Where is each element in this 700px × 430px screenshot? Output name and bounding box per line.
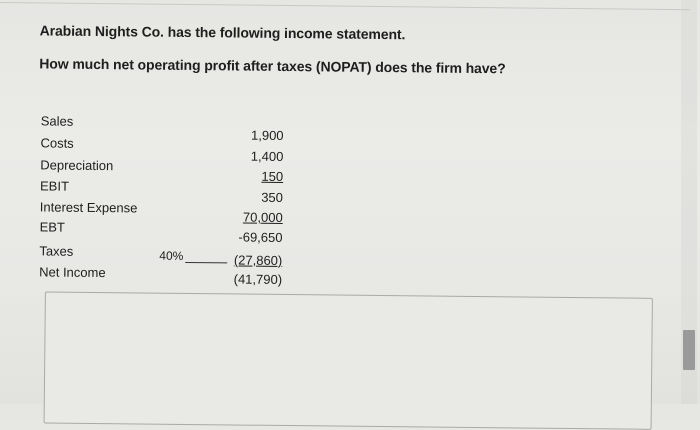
row-value-costs: 1,400 [250, 148, 284, 164]
row-label-interest-expense: Interest Expense [39, 199, 138, 216]
row-value-ebit: 350 [261, 189, 284, 205]
answer-textarea[interactable] [44, 291, 653, 429]
question-prompt: How much net operating profit after taxes (NOPAT) does the firm have? [39, 55, 506, 77]
row-value-ebt: -69,650 [238, 229, 283, 245]
row-label-ebt: EBT [39, 219, 65, 235]
row-value-interest-expense: 70,000 [242, 209, 283, 225]
row-value-depreciation: 150 [261, 168, 284, 184]
question-title: Arabian Nights Co. has the following income statement. [39, 22, 406, 43]
row-value-sales: 1,900 [250, 127, 284, 143]
tax-rate: 40% [159, 248, 184, 263]
tax-rate-underline [185, 262, 227, 263]
row-label-taxes: Taxes [39, 243, 74, 259]
row-label-net-income: Net Income [39, 264, 106, 281]
row-label-depreciation: Depreciation [40, 157, 114, 174]
row-label-costs: Costs [40, 135, 74, 151]
row-value-net-income: (41,790) [233, 271, 283, 287]
row-label-ebit: EBIT [39, 178, 70, 194]
row-value-taxes: (27,860) [233, 252, 283, 268]
divider [0, 2, 690, 10]
row-label-sales: Sales [40, 113, 74, 129]
